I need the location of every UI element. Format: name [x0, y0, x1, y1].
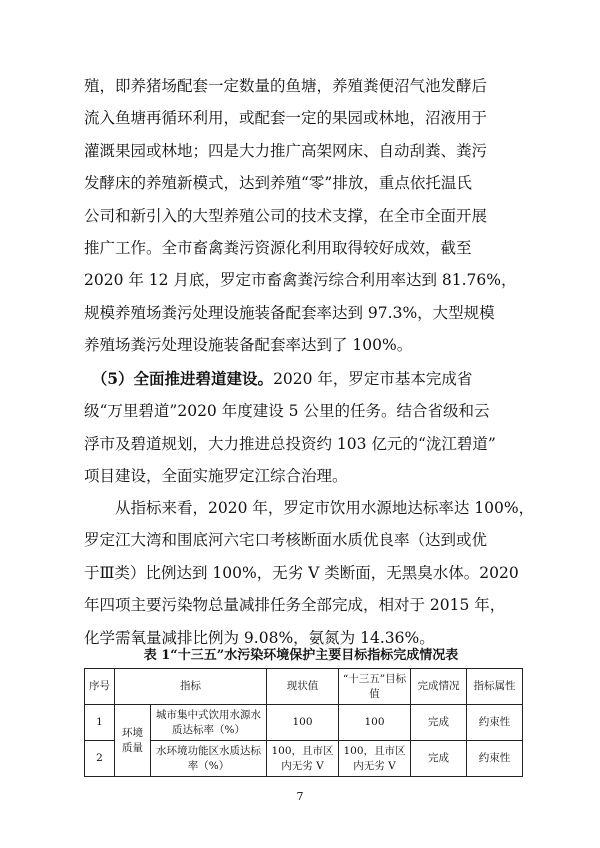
cell-attribute: 约束性 — [467, 705, 523, 741]
cell-current: 100，且市区内无劣 V — [267, 741, 339, 777]
table-caption: 表 1“十三五”水污染环境保护主要目标指标完成情况表 — [143, 648, 459, 663]
text-line: 2020 年 12 月底，罗定市畜禽粪污综合利用率达到 81.76%， — [84, 271, 517, 290]
table-header-row — [85, 669, 523, 705]
header-indicator: 指标 — [115, 669, 267, 705]
text-line: 罗定江大湾和围底河六宅口考核断面水质优良率（达到或优 — [84, 531, 488, 550]
header-attribute: 指标属性 — [467, 669, 523, 705]
targets-table — [84, 668, 523, 777]
section-heading: （5）全面推进碧道建设。 — [99, 369, 274, 388]
header-seq: 序号 — [85, 669, 115, 705]
cell-category: 环境质量 — [115, 705, 151, 777]
cell-indicator: 水环境功能区水质达标率（%） — [151, 741, 267, 777]
text-line: 级“万里碧道”2020 年度建设 5 公里的任务。结合省级和云 — [84, 402, 490, 421]
text-line — [84, 363, 518, 395]
text-line: 发酵床的养殖新模式，达到养殖“零”排放，重点依托温氏 — [84, 174, 472, 193]
text-line: 推广工作。全市畜禽粪污资源化利用取得较好成效，截至 — [84, 238, 472, 257]
cell-attribute: 约束性 — [467, 741, 523, 777]
text-line: 养殖场粪污处理设施装备配套率达到了 100%。 — [84, 336, 413, 355]
cell-seq: 1 — [85, 705, 115, 741]
paragraph-livestock-manure — [84, 70, 518, 362]
text-line: 灌溉果园或林地；四是大力推广高架网床、自动刮粪、粪污 — [84, 141, 488, 160]
cell-indicator: 城市集中式饮用水源水质达标率（%） — [151, 705, 267, 741]
text-line: 项目建设，全面实施罗定江综合治理。 — [84, 467, 348, 486]
header-status: 完成情况 — [411, 669, 467, 705]
page-number: 7 — [296, 790, 304, 803]
text-line: 殖，即养猪场配套一定数量的鱼塘，养殖粪便沼气池发酵后 — [84, 77, 488, 95]
text-line: 公司和新引入的大型养殖公司的技术支撑，在全市全面开展 — [84, 206, 488, 225]
cell-current: 100 — [267, 705, 339, 741]
text-run: 2020 年，罗定市基本完成省 — [273, 370, 473, 388]
cell-seq: 2 — [85, 741, 115, 777]
text-line: 于Ⅲ类）比例达到 100%，无劣 V 类断面，无黑臭水体。2020 — [84, 563, 519, 582]
cell-target: 100，且市区内无劣 V — [339, 741, 411, 777]
text-line: 规模养殖场粪污处理设施装备配套率达到 97.3%，大型规模 — [84, 303, 495, 322]
text-line: 流入鱼塘再循环利用，或配套一定的果园或林地，沼液用于 — [84, 109, 488, 128]
cell-status: 完成 — [411, 705, 467, 741]
header-current: 现状值 — [267, 669, 339, 705]
text-line: 浮市及碧道规划，大力推进总投资约 103 亿元的“泷江碧道” — [84, 434, 496, 453]
header-target: “十三五”目标值 — [339, 669, 411, 705]
text-line: 化学需氧量减排比例为 9.08%，氨氮为 14.36%。 — [84, 628, 435, 647]
cell-status: 完成 — [411, 741, 467, 777]
table-row — [85, 741, 523, 777]
paragraph-indicators — [84, 492, 535, 654]
paragraph-greenway — [84, 363, 518, 493]
table-row — [85, 705, 523, 741]
text-line: 年四项主要污染物总量减排任务全部完成，相对于 2015 年， — [84, 596, 506, 615]
text-line: 从指标来看，2020 年，罗定市饮用水源地达标率达 100%， — [84, 499, 535, 517]
cell-target: 100 — [339, 705, 411, 741]
